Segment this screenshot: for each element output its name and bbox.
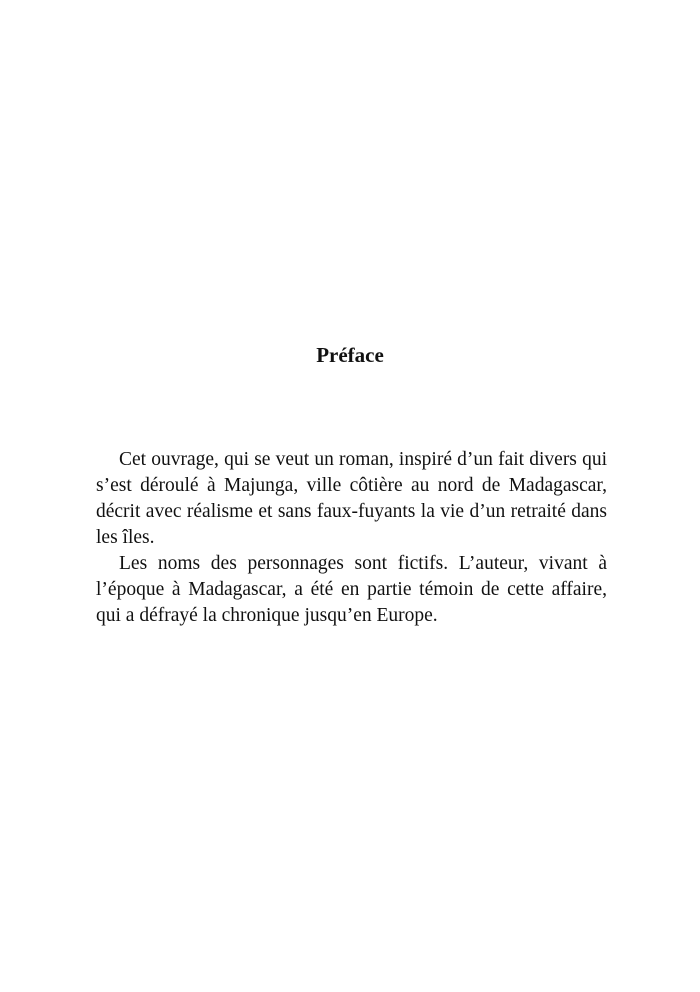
page-title: Préface <box>316 343 384 367</box>
paragraph-1: Cet ouvrage, qui se veut un roman, inspiré d’un fait divers qui s’est déroulé à Majunga, ville côtière au nord de Madagascar, décrit avec réalisme et sans faux-fuyants la vie d’un retraité dans les îles. <box>96 449 607 548</box>
preface-body <box>96 447 607 629</box>
paragraph-2: Les noms des personnages sont fictifs. L’auteur, vivant à l’époque à Madagascar, a été en partie témoin de cette affaire, qui a défrayé la chronique jusqu’en Europe. <box>96 553 607 626</box>
